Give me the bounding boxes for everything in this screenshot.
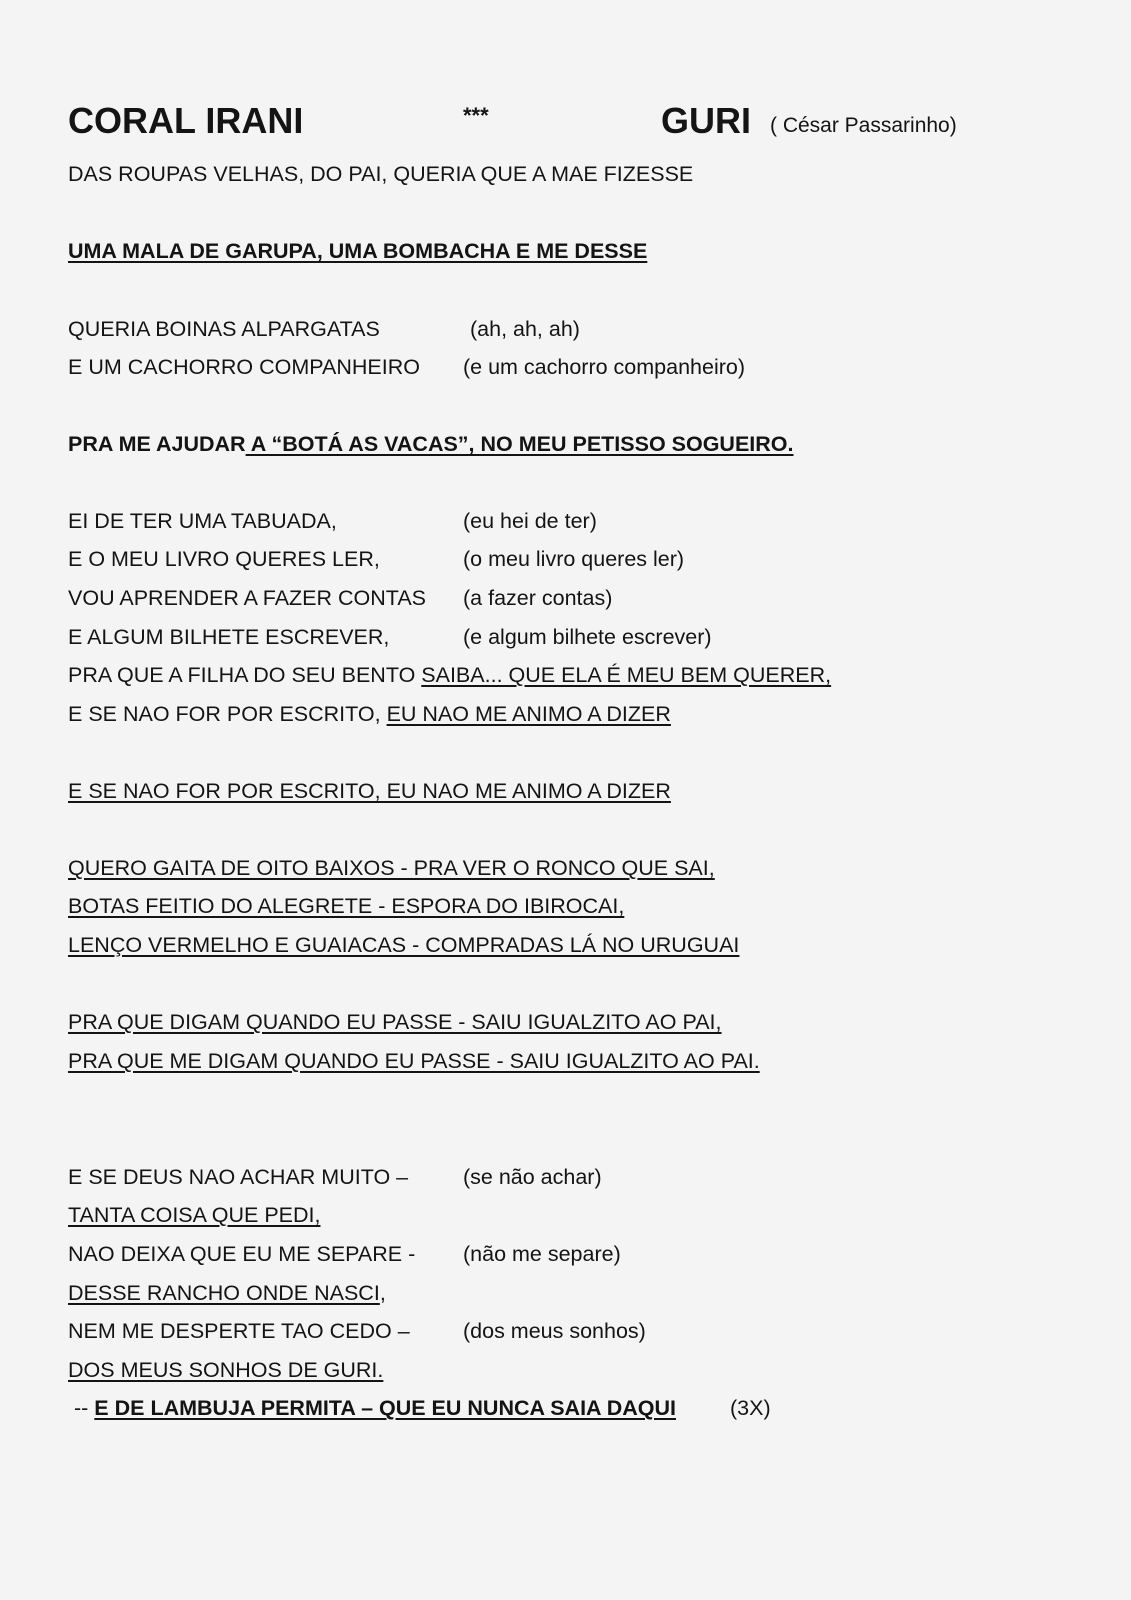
lyric-line-5	[68, 431, 794, 457]
lyric-line-7: E O MEU LIVRO QUERES LER,	[68, 547, 380, 571]
lyric-line-3: QUERIA BOINAS ALPARGATAS	[68, 317, 380, 341]
lyric-line-12: E SE NAO FOR POR ESCRITO, EU NAO ME ANIMO A DIZER	[68, 779, 671, 803]
lyric-note-4: (e um cachorro companheiro)	[463, 355, 746, 379]
lyric-line-5-start: PRA ME AJUDAR	[68, 432, 246, 456]
lyric-line-1: DAS ROUPAS VELHAS, DO PAI, QUERIA QUE A MAE FIZESSE	[68, 162, 694, 186]
lyric-line-11	[68, 701, 671, 727]
title-separator: ***	[463, 103, 489, 128]
lyric-line-19: TANTA COISA QUE PEDI,	[68, 1203, 321, 1227]
lyric-line-21-comma: ,	[379, 1281, 386, 1305]
lyric-line-6: EI DE TER UMA TABUADA,	[68, 509, 337, 533]
lyric-line-17: PRA QUE ME DIGAM QUANDO EU PASSE - SAIU IGUALZITO AO PAI.	[68, 1049, 760, 1073]
lyric-note-18: (se não achar)	[463, 1165, 602, 1189]
lyric-line-22: NEM ME DESPERTE TAO CEDO –	[68, 1319, 410, 1343]
repeat-marker: (3X)	[730, 1396, 771, 1420]
lyric-note-6: (eu hei de ter)	[463, 509, 597, 533]
lyric-line-20: NAO DEIXA QUE EU ME SEPARE -	[68, 1242, 416, 1266]
lyric-line-23: DOS MEUS SONHOS DE GURI.	[68, 1358, 384, 1382]
lyric-note-3: (ah, ah, ah)	[470, 317, 580, 341]
lyric-line-21	[68, 1280, 386, 1306]
lyric-line-11-start: E SE NAO FOR POR ESCRITO,	[68, 702, 387, 726]
lyric-line-24-text: E DE LAMBUJA PERMITA – QUE EU NUNCA SAIA DAQUI	[94, 1396, 677, 1420]
lyric-line-9: E ALGUM BILHETE ESCREVER,	[68, 625, 390, 649]
lyric-line-16: PRA QUE DIGAM QUANDO EU PASSE - SAIU IGUALZITO AO PAI,	[68, 1010, 722, 1034]
lyric-line-10-end: SAIBA... QUE ELA É MEU BEM QUERER,	[421, 663, 832, 687]
lyric-note-20: (não me separe)	[463, 1242, 621, 1266]
lyric-line-4: E UM CACHORRO COMPANHEIRO	[68, 355, 420, 379]
lyric-note-7: (o meu livro queres ler)	[463, 547, 685, 571]
choir-title: CORAL IRANI	[68, 100, 304, 141]
lyric-line-8: VOU APRENDER A FAZER CONTAS	[68, 586, 427, 610]
lyric-line-10	[68, 662, 831, 688]
lyric-line-5-end: A “BOTÁ AS VACAS”, NO MEU PETISSO SOGUEIRO.	[245, 432, 794, 456]
lyric-line-11-end: EU NAO ME ANIMO A DIZER	[386, 702, 671, 726]
song-title: GURI	[661, 100, 751, 141]
lyric-note-9: (e algum bilhete escrever)	[463, 625, 712, 649]
lyric-note-22: (dos meus sonhos)	[463, 1319, 646, 1343]
lyric-line-24-dash: --	[74, 1396, 95, 1420]
lyric-line-14: BOTAS FEITIO DO ALEGRETE - ESPORA DO IBIROCAI,	[68, 894, 625, 918]
lyric-line-10-start: PRA QUE A FILHA DO SEU BENTO	[68, 663, 422, 687]
lyric-line-2: UMA MALA DE GARUPA, UMA BOMBACHA E ME DESSE	[68, 239, 648, 263]
lyric-line-21-text: DESSE RANCHO ONDE NASCI	[68, 1281, 380, 1305]
lyric-line-18: E SE DEUS NAO ACHAR MUITO –	[68, 1165, 409, 1189]
lyric-line-13: QUERO GAITA DE OITO BAIXOS - PRA VER O RONCO QUE SAI,	[68, 856, 715, 880]
lyric-note-8: (a fazer contas)	[463, 586, 613, 610]
song-author: ( César Passarinho)	[770, 114, 957, 137]
lyric-line-15: LENÇO VERMELHO E GUAIACAS - COMPRADAS LÁ NO URUGUAI	[68, 933, 740, 957]
lyric-line-24	[74, 1395, 676, 1421]
